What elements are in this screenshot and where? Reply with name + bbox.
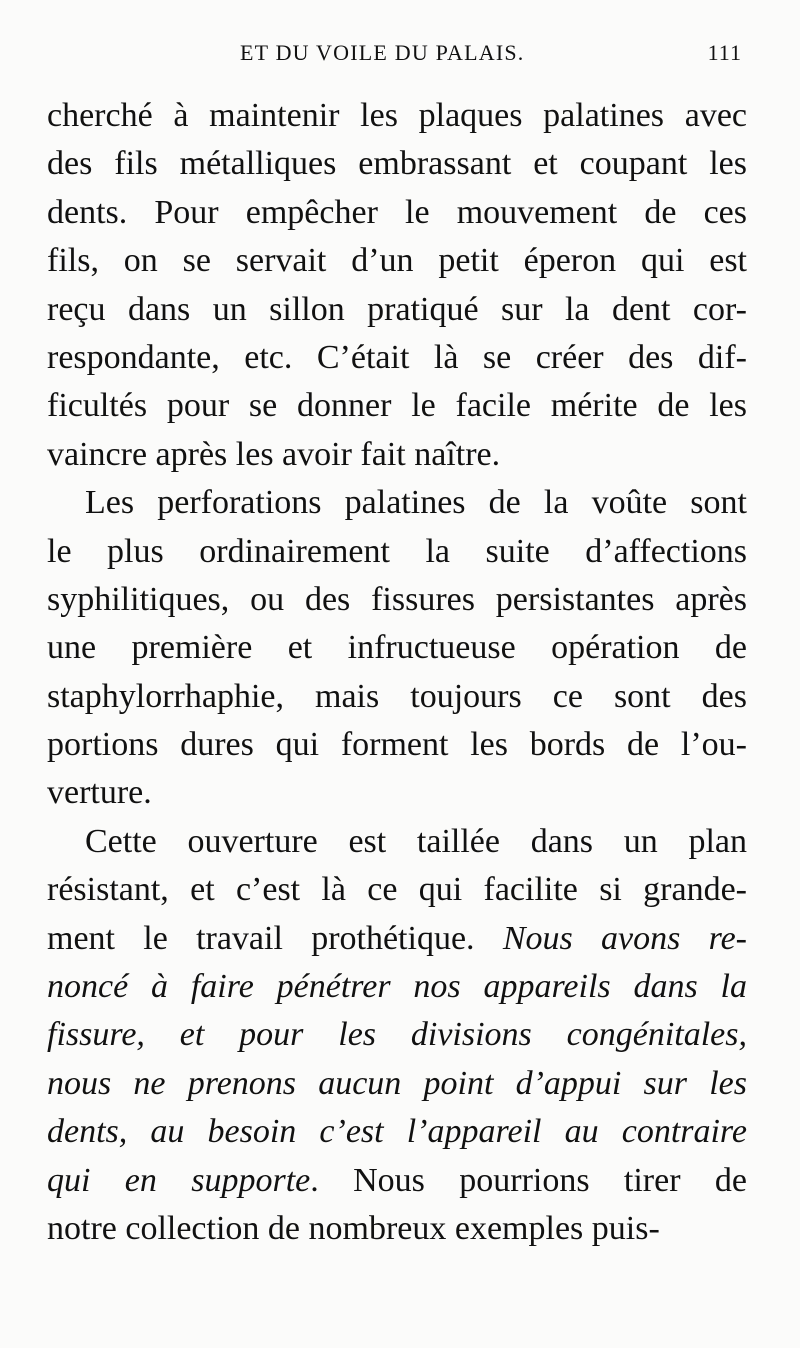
text-line bbox=[47, 286, 747, 334]
text-line bbox=[47, 673, 747, 721]
text-line bbox=[47, 769, 747, 817]
text-segment: dents. Pour empêcher le mouvement de ces bbox=[47, 193, 747, 231]
italic-text: noncé à faire pénétrer nos appareils dans la bbox=[47, 968, 747, 1006]
text-line bbox=[47, 1205, 747, 1253]
text-segment: staphylorrhaphie, mais toujours ce sont des bbox=[47, 677, 747, 715]
text-segment: . Nous pourrions tirer de bbox=[310, 1161, 747, 1199]
italic-text: qui en supporte bbox=[47, 1161, 311, 1199]
text-segment: ment le travail prothétique. bbox=[47, 919, 503, 957]
text-segment: respondante, etc. C’était là se créer des dif- bbox=[47, 338, 747, 376]
page-number: 111 bbox=[707, 40, 742, 65]
text-line bbox=[47, 721, 747, 769]
text-line bbox=[47, 1108, 747, 1156]
text-line bbox=[47, 818, 747, 866]
text-segment: reçu dans un sillon pratiqué sur la dent cor- bbox=[47, 290, 747, 328]
text-line bbox=[47, 915, 747, 963]
italic-text: fissure, et pour les divisions congénitales, bbox=[47, 1016, 747, 1054]
text-segment: syphilitiques, ou des fissures persistantes après bbox=[47, 580, 747, 618]
text-line bbox=[47, 431, 747, 479]
text-line bbox=[47, 382, 747, 430]
text-line bbox=[47, 479, 747, 527]
running-header bbox=[0, 40, 800, 70]
text-line bbox=[47, 1011, 747, 1059]
running-title: ET DU VOILE DU PALAIS. bbox=[240, 40, 525, 65]
text-segment: portions dures qui forment les bords de l’ou- bbox=[47, 726, 747, 764]
text-segment: résistant, et c’est là ce qui facilite si grande- bbox=[47, 871, 747, 909]
text-segment: Cette ouverture est taillée dans un plan bbox=[85, 822, 747, 860]
text-line bbox=[47, 189, 747, 237]
text-segment: une première et infructueuse opération de bbox=[47, 629, 747, 667]
text-line bbox=[47, 237, 747, 285]
text-line bbox=[47, 1157, 747, 1205]
text-line bbox=[47, 624, 747, 672]
text-segment: des fils métalliques embrassant et coupant les bbox=[47, 145, 747, 183]
text-line bbox=[47, 576, 747, 624]
text-line bbox=[47, 140, 747, 188]
text-line bbox=[47, 866, 747, 914]
text-line bbox=[47, 1060, 747, 1108]
text-line bbox=[47, 334, 747, 382]
text-segment: ficultés pour se donner le facile mérite de les bbox=[47, 387, 747, 425]
body-text bbox=[47, 92, 747, 1253]
text-segment: le plus ordinairement la suite d’affections bbox=[47, 532, 747, 570]
text-line bbox=[47, 92, 747, 140]
text-segment: notre collection de nombreux exemples puis- bbox=[47, 1209, 660, 1247]
text-segment: fils, on se servait d’un petit éperon qui est bbox=[47, 242, 747, 280]
text-line bbox=[47, 528, 747, 576]
text-segment: vaincre après les avoir fait naître. bbox=[47, 435, 501, 473]
text-line bbox=[47, 963, 747, 1011]
text-segment: Les perforations palatines de la voûte sont bbox=[85, 484, 747, 522]
text-segment: cherché à maintenir les plaques palatines avec bbox=[47, 97, 747, 134]
italic-text: Nous avons re- bbox=[502, 919, 747, 957]
italic-text: nous ne prenons aucun point d’appui sur les bbox=[47, 1064, 747, 1102]
text-segment: verture. bbox=[47, 774, 152, 812]
italic-text: dents, au besoin c’est l’appareil au contraire bbox=[47, 1113, 747, 1151]
